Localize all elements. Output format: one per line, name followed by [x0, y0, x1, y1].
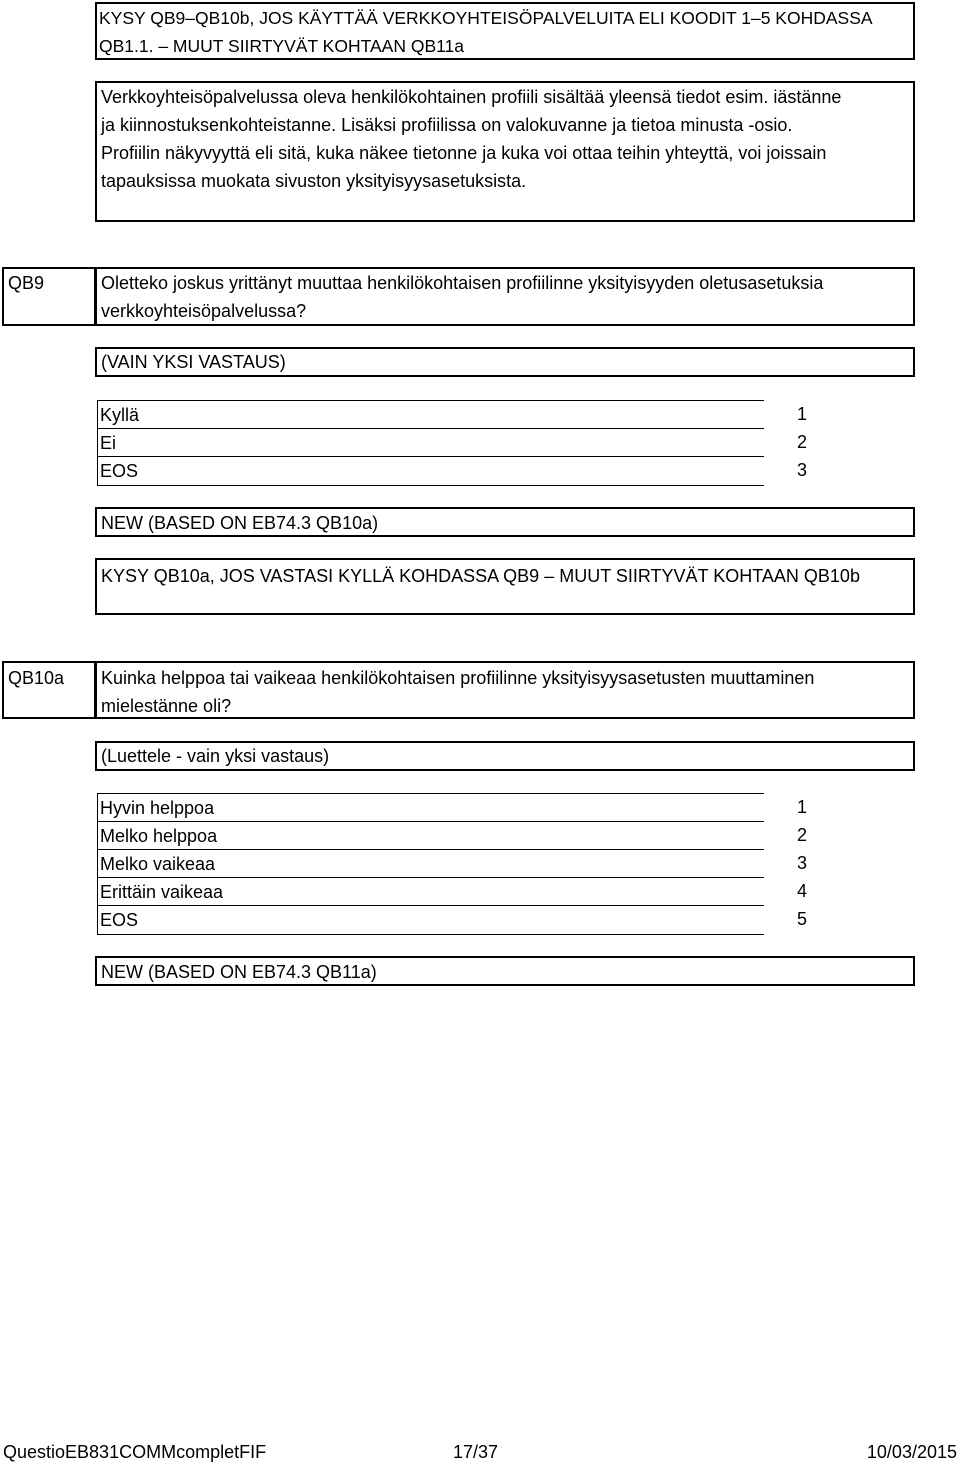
- routing-text-mid: KYSY QB10a, JOS VASTASI KYLLÄ KOHDASSA QB9 – MUUT SIIRTYVÄT KOHTAAN QB10b: [101, 566, 860, 586]
- option-label: Erittäin vaikeaa: [100, 882, 224, 902]
- option-code: 3: [797, 853, 808, 873]
- option-code: 2: [797, 432, 808, 452]
- answer-option: [98, 794, 764, 822]
- footer-page-number: 17/37: [453, 1442, 499, 1462]
- routing-text-top: KYSY QB9–QB10b, JOS KÄYTTÄÄ VERKKOYHTEISÖPALVELUITA ELI KOODIT 1–5 KOHDASSA QB1.1. – MUUT SIIRTYVÄT KOHTAAN QB11a: [99, 8, 872, 56]
- answer-options-qb9: [97, 400, 764, 486]
- option-code: 5: [797, 909, 808, 929]
- source-note-qb9: [95, 507, 915, 537]
- option-label: Melko helppoa: [100, 826, 218, 846]
- intro-box: [95, 81, 915, 222]
- source-note-qb10a: [95, 956, 915, 986]
- note-text: NEW (BASED ON EB74.3 QB11a): [101, 962, 377, 982]
- question-id-label: QB10a: [8, 668, 65, 688]
- option-label: EOS: [100, 461, 139, 481]
- option-label: EOS: [100, 910, 139, 930]
- routing-instruction-top: [95, 2, 915, 60]
- option-label: Melko vaikeaa: [100, 854, 216, 874]
- footer-date: 10/03/2015: [866, 1442, 957, 1462]
- answer-option: [98, 401, 764, 429]
- option-code: 4: [797, 881, 808, 901]
- option-code: 1: [797, 797, 808, 817]
- answer-option: [98, 429, 764, 457]
- question-text: Kuinka helppoa tai vaikeaa henkilökohtaisen profiilinne yksityisyysasetusten muuttaminen mielestänne oli?: [101, 668, 815, 716]
- intro-line: tapauksissa muokata sivuston yksityisyysasetuksista.: [101, 171, 527, 191]
- option-label: Ei: [100, 433, 117, 453]
- answer-option: [98, 906, 764, 934]
- intro-line: Profiilin näkyvyyttä eli sitä, kuka näkee tietonne ja kuka voi ottaa teihin yhteyttä, voi joissain: [101, 143, 827, 163]
- question-id-qb10a: [2, 661, 96, 719]
- answer-options-qb10a: [97, 793, 764, 935]
- answer-option: [98, 878, 764, 906]
- option-code: 2: [797, 825, 808, 845]
- question-text-qb10a: [95, 661, 915, 719]
- option-code: 3: [797, 460, 808, 480]
- intro-line: Verkkoyhteisöpalvelussa oleva henkilökohtainen profiili sisältää yleensä tiedot esim. iästänne: [101, 87, 842, 107]
- question-text-qb9: [95, 267, 915, 326]
- option-code: 1: [797, 404, 808, 424]
- routing-instruction-mid: [95, 558, 915, 615]
- instruction-text: (VAIN YKSI VASTAUS): [101, 352, 286, 372]
- question-id-qb9: [2, 267, 96, 326]
- option-label: Kyllä: [100, 405, 140, 425]
- note-text: NEW (BASED ON EB74.3 QB10a): [101, 513, 379, 533]
- answer-instruction-qb10a: [95, 741, 915, 771]
- question-text: Oletteko joskus yrittänyt muuttaa henkilökohtaisen profiilinne yksityisyyden oletusasetuksia verkkoyhteisöpalvelussa?: [101, 273, 824, 321]
- answer-option: [98, 822, 764, 850]
- question-id-label: QB9: [8, 273, 45, 293]
- intro-line: ja kiinnostuksenkohteistanne. Lisäksi profiilissa on valokuvanne ja tietoa minusta -osio.: [101, 115, 793, 135]
- answer-instruction-qb9: [95, 347, 915, 377]
- footer-doc-name: QuestioEB831COMMcompletFIF: [3, 1442, 267, 1462]
- option-label: Hyvin helppoa: [100, 798, 215, 818]
- answer-option: [98, 457, 764, 485]
- answer-option: [98, 850, 764, 878]
- instruction-text: (Luettele - vain yksi vastaus): [101, 746, 330, 766]
